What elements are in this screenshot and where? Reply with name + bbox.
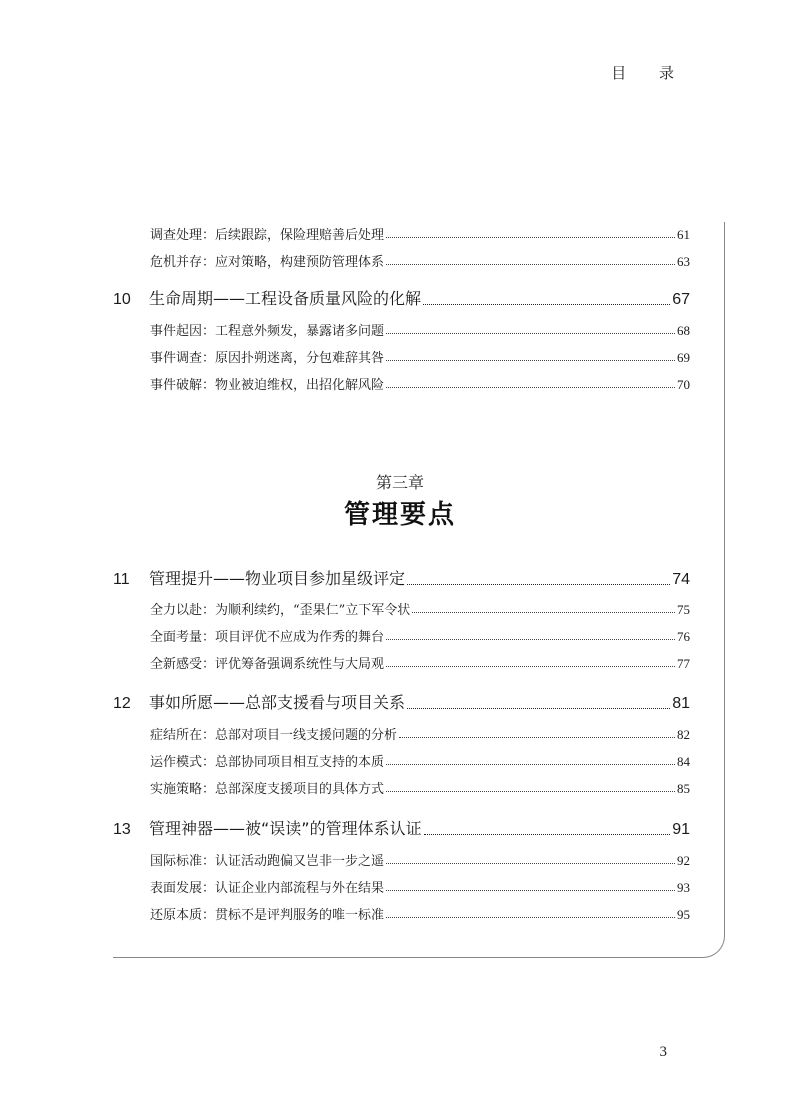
entry-page: 61 xyxy=(677,227,690,242)
entry-page: 63 xyxy=(677,254,690,269)
entry-page: 77 xyxy=(677,656,690,671)
dot-leader xyxy=(386,359,675,361)
entry-label: 表面发展：认证企业内部流程与外在结果 xyxy=(150,881,385,896)
dot-leader xyxy=(424,833,671,835)
section-number: 13 xyxy=(113,821,131,838)
section-title: 事如所愿——总部支援看与项目关系 xyxy=(149,693,406,712)
entry-label: 危机并存：应对策略，构建预防管理体系 xyxy=(150,255,385,270)
entry-page: 76 xyxy=(677,629,690,644)
chapter-title: 管理要点 xyxy=(343,500,456,530)
dot-leader xyxy=(386,763,675,765)
section-number: 10 xyxy=(113,291,131,308)
toc-section[interactable] xyxy=(113,816,690,839)
dot-leader xyxy=(386,790,675,792)
entry-label: 还原本质：贯标不是评判服务的唯一标准 xyxy=(150,908,385,923)
entry-page: 82 xyxy=(677,727,690,742)
toc-entry[interactable] xyxy=(150,877,690,896)
entry-label: 症结所在：总部对项目一线支援问题的分析 xyxy=(150,728,398,743)
entry-label: 事件调查：原因扑朔迷离，分包难辞其咎 xyxy=(150,351,385,366)
entry-label: 国际标准：认证活动跑偏又岂非一步之遥 xyxy=(150,854,385,869)
entry-page: 69 xyxy=(677,350,690,365)
dot-leader xyxy=(386,665,675,667)
entry-label: 全力以赴：为顺利续约，“歪果仁”立下军令状 xyxy=(150,603,411,618)
entry-label: 事件起因：工程意外频发，暴露诸多问题 xyxy=(150,324,385,339)
section-page: 74 xyxy=(672,571,690,588)
section-page: 67 xyxy=(672,291,690,308)
toc-entry[interactable] xyxy=(150,251,690,270)
entry-label: 实施策略：总部深度支援项目的具体方式 xyxy=(150,782,385,797)
section-title: 管理神器——被“误读”的管理体系认证 xyxy=(149,819,422,838)
entry-label: 全面考量：项目评优不应成为作秀的舞台 xyxy=(150,630,385,645)
running-header: 目 录 xyxy=(611,64,688,82)
entry-page: 95 xyxy=(677,907,690,922)
entry-page: 70 xyxy=(677,377,690,392)
toc-entry[interactable] xyxy=(150,778,690,797)
section-title: 管理提升——物业项目参加星级评定 xyxy=(149,569,406,588)
section-page: 91 xyxy=(672,821,690,838)
entry-label: 运作模式：总部协同项目相互支持的本质 xyxy=(150,755,385,770)
dot-leader xyxy=(386,862,675,864)
entry-label: 调查处理：后续跟踪，保险理赔善后处理 xyxy=(150,228,385,243)
page-number: 3 xyxy=(659,1044,667,1060)
dot-leader xyxy=(386,386,675,388)
toc-entry[interactable] xyxy=(150,751,690,770)
toc-entry[interactable] xyxy=(150,724,690,743)
toc-entry[interactable] xyxy=(150,626,690,645)
entry-page: 85 xyxy=(677,781,690,796)
toc-entry[interactable] xyxy=(150,224,690,243)
toc-section[interactable] xyxy=(113,690,690,713)
entry-page: 92 xyxy=(677,853,690,868)
toc-section[interactable] xyxy=(113,566,690,589)
dot-leader xyxy=(386,263,675,265)
chapter-label: 第三章 xyxy=(375,473,424,492)
dot-leader xyxy=(386,332,675,334)
section-title: 生命周期——工程设备质量风险的化解 xyxy=(149,289,422,308)
section-number: 11 xyxy=(113,571,130,588)
toc-entry[interactable] xyxy=(150,374,690,393)
dot-leader xyxy=(423,303,670,305)
dot-leader xyxy=(399,736,675,738)
entry-label: 事件破解：物业被迫维权，出招化解风险 xyxy=(150,378,385,393)
dot-leader xyxy=(386,889,675,891)
dot-leader xyxy=(407,707,670,709)
dot-leader xyxy=(407,583,670,585)
entry-page: 84 xyxy=(677,754,690,769)
dot-leader xyxy=(412,611,675,613)
toc-entry[interactable] xyxy=(150,904,690,923)
entry-page: 75 xyxy=(677,602,690,617)
section-page: 81 xyxy=(672,695,690,712)
dot-leader xyxy=(386,638,675,640)
toc-entry[interactable] xyxy=(150,347,690,366)
toc-entry[interactable] xyxy=(150,850,690,869)
toc-entry[interactable] xyxy=(150,599,690,618)
toc-entry[interactable] xyxy=(150,320,690,339)
entry-label: 全新感受：评优筹备强调系统性与大局观 xyxy=(150,657,385,672)
dot-leader xyxy=(386,236,675,238)
section-number: 12 xyxy=(113,695,131,712)
entry-page: 93 xyxy=(677,880,690,895)
toc-entry[interactable] xyxy=(150,653,690,672)
entry-page: 68 xyxy=(677,323,690,338)
dot-leader xyxy=(386,916,675,918)
toc-section[interactable] xyxy=(113,286,690,309)
